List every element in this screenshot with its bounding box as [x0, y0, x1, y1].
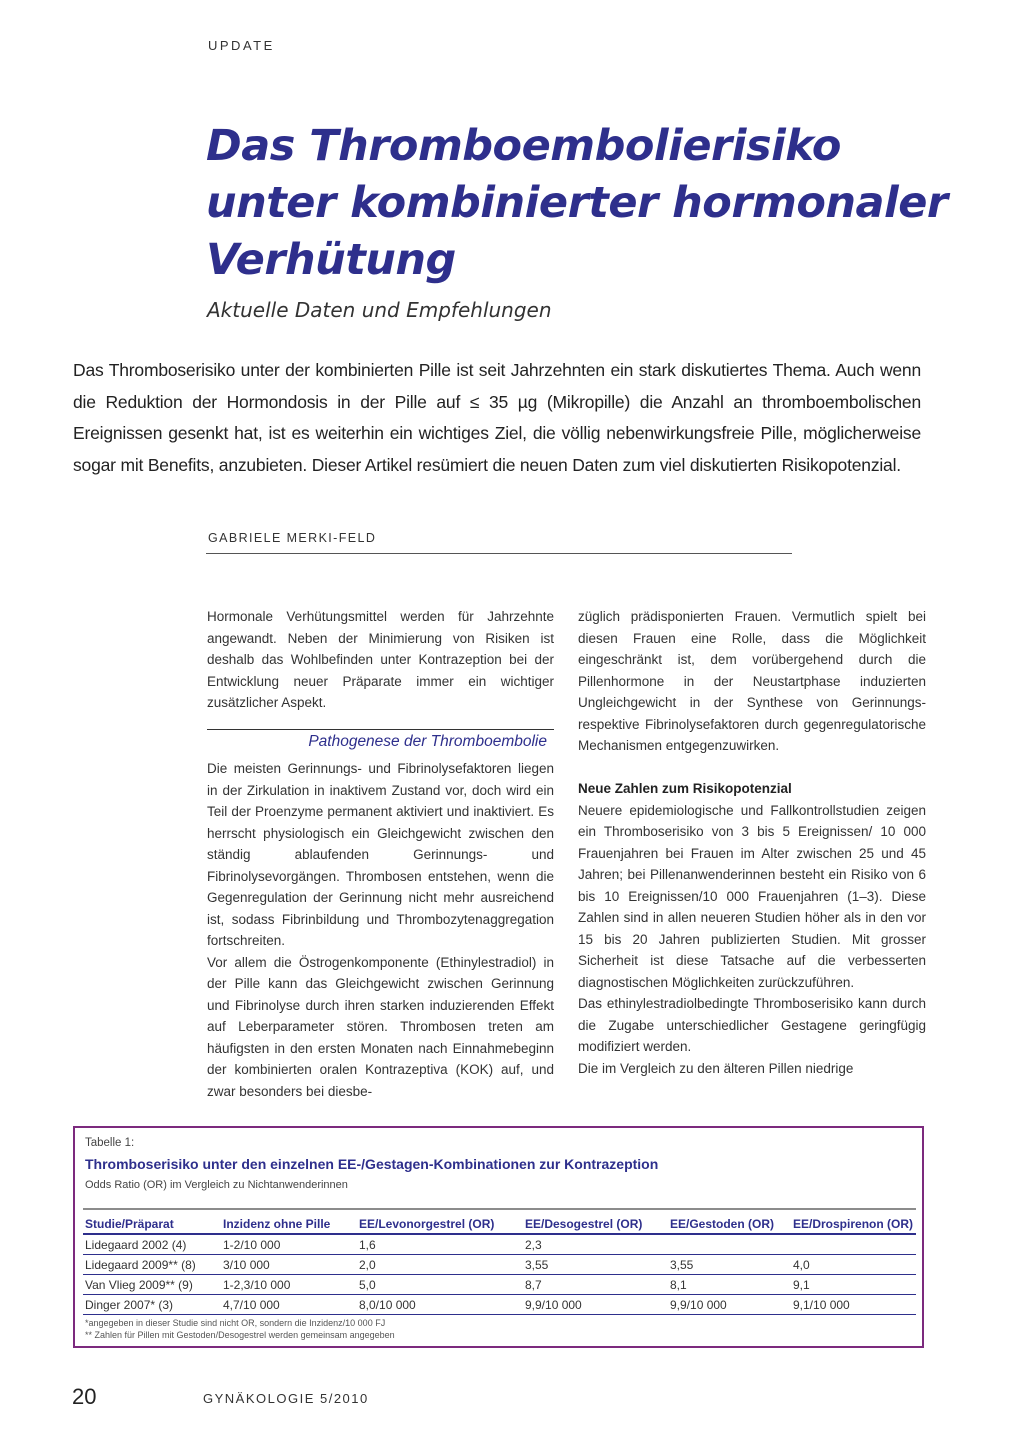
column-header: Studie/Präparat [83, 1214, 221, 1234]
table-row [83, 1234, 916, 1255]
journal-name: GYNÄKOLOGIE 5/2010 [203, 1391, 369, 1406]
lead-paragraph: Das Thromboserisiko unter der kombinierten Pille ist seit Jahrzehnten ein stark diskutiertes Thema. Auch wenn die Reduktion der Hormondosis in der Pille auf ≤ 35 µg (Mikropille) die Anzahl an thromboembolischen Ereignissen gesenkt hat, ist es weiterhin ein wichtiges Ziel, die völlig nebenwirkungsfreie Pille, möglicherweise sogar mit Benefits, anzubieten. Dieser Artikel resümiert die neuen Daten zum viel diskutierten Risikopotenzial. [73, 360, 921, 475]
body-intro [207, 606, 554, 714]
table-title: Thromboserisiko unter den einzelnen EE-/Gestagen-Kombinationen zur Kontrazeption [85, 1156, 659, 1172]
paragraph: Die meisten Gerinnungs- und Fibrinolysefaktoren liegen in der Zirkulation in inaktivem Zustand vor, doch wird ein Teil der Proenzyme permanent aktiviert und inaktiviert. Es herrscht physiologisch ein Gleichgewicht zwischen den ständig ablaufenden Gerinnungs- und Fibrinolysevorgängen. Thrombosen entstehen, wenn die Gegenregulation der Gerinnung nicht mehr ausreichend ist, sodass Fibrinbildung und Thrombozytenaggregation fortschreiten. [207, 761, 554, 948]
table-cell: 9,9/10 000 [523, 1295, 668, 1315]
table-cell: 3/10 000 [221, 1255, 357, 1275]
table-row [83, 1255, 916, 1275]
table-box [73, 1126, 924, 1348]
table-cell: 3,55 [668, 1255, 791, 1275]
data-table [83, 1214, 916, 1315]
table-cell: 8,1 [668, 1275, 791, 1295]
table-cell: 2,3 [523, 1234, 668, 1255]
article-title: Das Thromboembolierisiko unter kombinierter hormonaler Verhütung [206, 121, 948, 285]
body-left-column [207, 758, 554, 1102]
paragraph: züglich prädisponierten Frauen. Vermutlich spielt bei diesen Frauen eine Rolle, dass die Möglichkeit eingeschränkt ist, dem vorübergehend durch die Pillenhormone in der Neustartphase induzierten Ungleichgewicht in der Synthese von Gerinnungs- respektive Fibrinolysefaktoren durch gegenregulatorische Mechanismen entgegenzuwirken. [578, 609, 926, 753]
table-cell [668, 1234, 791, 1255]
paragraph: Neuere epidemiologische und Fallkontrollstudien zeigen ein Thromboserisiko von 3 bis 5 Ereignissen/ 10 000 Frauenjahren bei Frauen im Alter zwischen 25 und 45 Jahren; bei Pillenanwenderinnen besteht ein Risiko von 6 bis 10 Ereignissen/10 000 Frauenjahren (1–3). Diese Zahlen sind in allen neueren Studien höher als in den vor 15 bis 20 Jahren publizierten Studien. Mit grosser Sicherheit ist diese Tatsache auf die verbesserten diagnostischen Möglichkeiten zurückzuführen. [578, 802, 926, 990]
paragraph: Die im Vergleich zu den älteren Pillen niedrige [578, 1060, 854, 1076]
table-cell: 4,0 [791, 1255, 916, 1275]
section-divider [207, 729, 554, 730]
column-header: EE/Levonorgestrel (OR) [357, 1214, 523, 1234]
section-label: UPDATE [208, 38, 275, 53]
author-divider [206, 553, 792, 554]
table-cell: 8,0/10 000 [357, 1295, 523, 1315]
table-subtitle: Odds Ratio (OR) im Vergleich zu Nichtanwenderinnen [85, 1179, 348, 1191]
table-cell: Lidegaard 2009** (8) [83, 1255, 221, 1275]
table-cell: 8,7 [523, 1275, 668, 1295]
paragraph: Vor allem die Östrogenkomponente (Ethinylestradiol) in der Pille kann das Gleichgewicht zwischen Gerinnung und Fibrinolyse durch ihren starken induzierenden Effekt auf Leberparameter stören. Thrombosen treten am häufigsten in den ersten Monaten nach Einnahmebeginn der kombinierten oralen Kontrazeptiva (KOK) auf, und zwar besonders bei diesbe- [207, 954, 554, 1099]
section-heading-pathogenese: Pathogenese der Thromboembolie [308, 733, 547, 750]
table-cell: Van Vlieg 2009** (9) [83, 1275, 221, 1295]
page-number: 20 [72, 1384, 97, 1409]
article-subtitle: Aktuelle Daten und Empfehlungen [207, 298, 552, 322]
column-header: EE/Desogestrel (OR) [523, 1214, 668, 1234]
table-cell: 1,6 [357, 1234, 523, 1255]
table-header-row [83, 1214, 916, 1234]
column-header: EE/Gestoden (OR) [668, 1214, 791, 1234]
intro-paragraph: Hormonale Verhütungsmittel werden für Jahrzehnte angewandt. Neben der Minimierung von Risiken ist deshalb das Wohlbefinden unter Kontrazeption bei der Entwicklung neuer Präparate immer ein wichtiger zusätzlicher Aspekt. [207, 609, 554, 710]
table-cell: 2,0 [357, 1255, 523, 1275]
table-cell: 9,1 [791, 1275, 916, 1295]
table-cell: 4,7/10 000 [221, 1295, 357, 1315]
table-label: Tabelle 1: [85, 1137, 135, 1149]
table-cell: 3,55 [523, 1255, 668, 1275]
table-cell [791, 1234, 916, 1255]
table-top-rule [83, 1208, 916, 1210]
table-cell: 9,1/10 000 [791, 1295, 916, 1315]
body-right-column [578, 606, 926, 1079]
table-cell: 9,9/10 000 [668, 1295, 791, 1315]
section-heading-risikopotenzial: Neue Zahlen zum Risikopotenzial [578, 781, 792, 796]
table-footnote: *angegeben in dieser Studie sind nicht OR, sondern die Inzidenz/10 000 FJ [85, 1318, 386, 1328]
author-name: GABRIELE MERKI-FELD [208, 531, 377, 545]
table-cell: 5,0 [357, 1275, 523, 1295]
table-row [83, 1295, 916, 1315]
table-cell: Lidegaard 2002 (4) [83, 1234, 221, 1255]
table-cell: 1-2/10 000 [221, 1234, 357, 1255]
table-footnote: ** Zahlen für Pillen mit Gestoden/Desogestrel werden gemeinsam angegeben [85, 1330, 395, 1340]
table-cell: 1-2,3/10 000 [221, 1275, 357, 1295]
table-cell: Dinger 2007* (3) [83, 1295, 221, 1315]
column-header: Inzidenz ohne Pille [221, 1214, 357, 1234]
table-row [83, 1275, 916, 1295]
column-header: EE/Drospirenon (OR) [791, 1214, 916, 1234]
paragraph: Das ethinylestradiolbedingte Thromboserisiko kann durch die Zugabe unterschiedlicher Gestagene geringfügig modifiziert werden. [578, 996, 926, 1054]
